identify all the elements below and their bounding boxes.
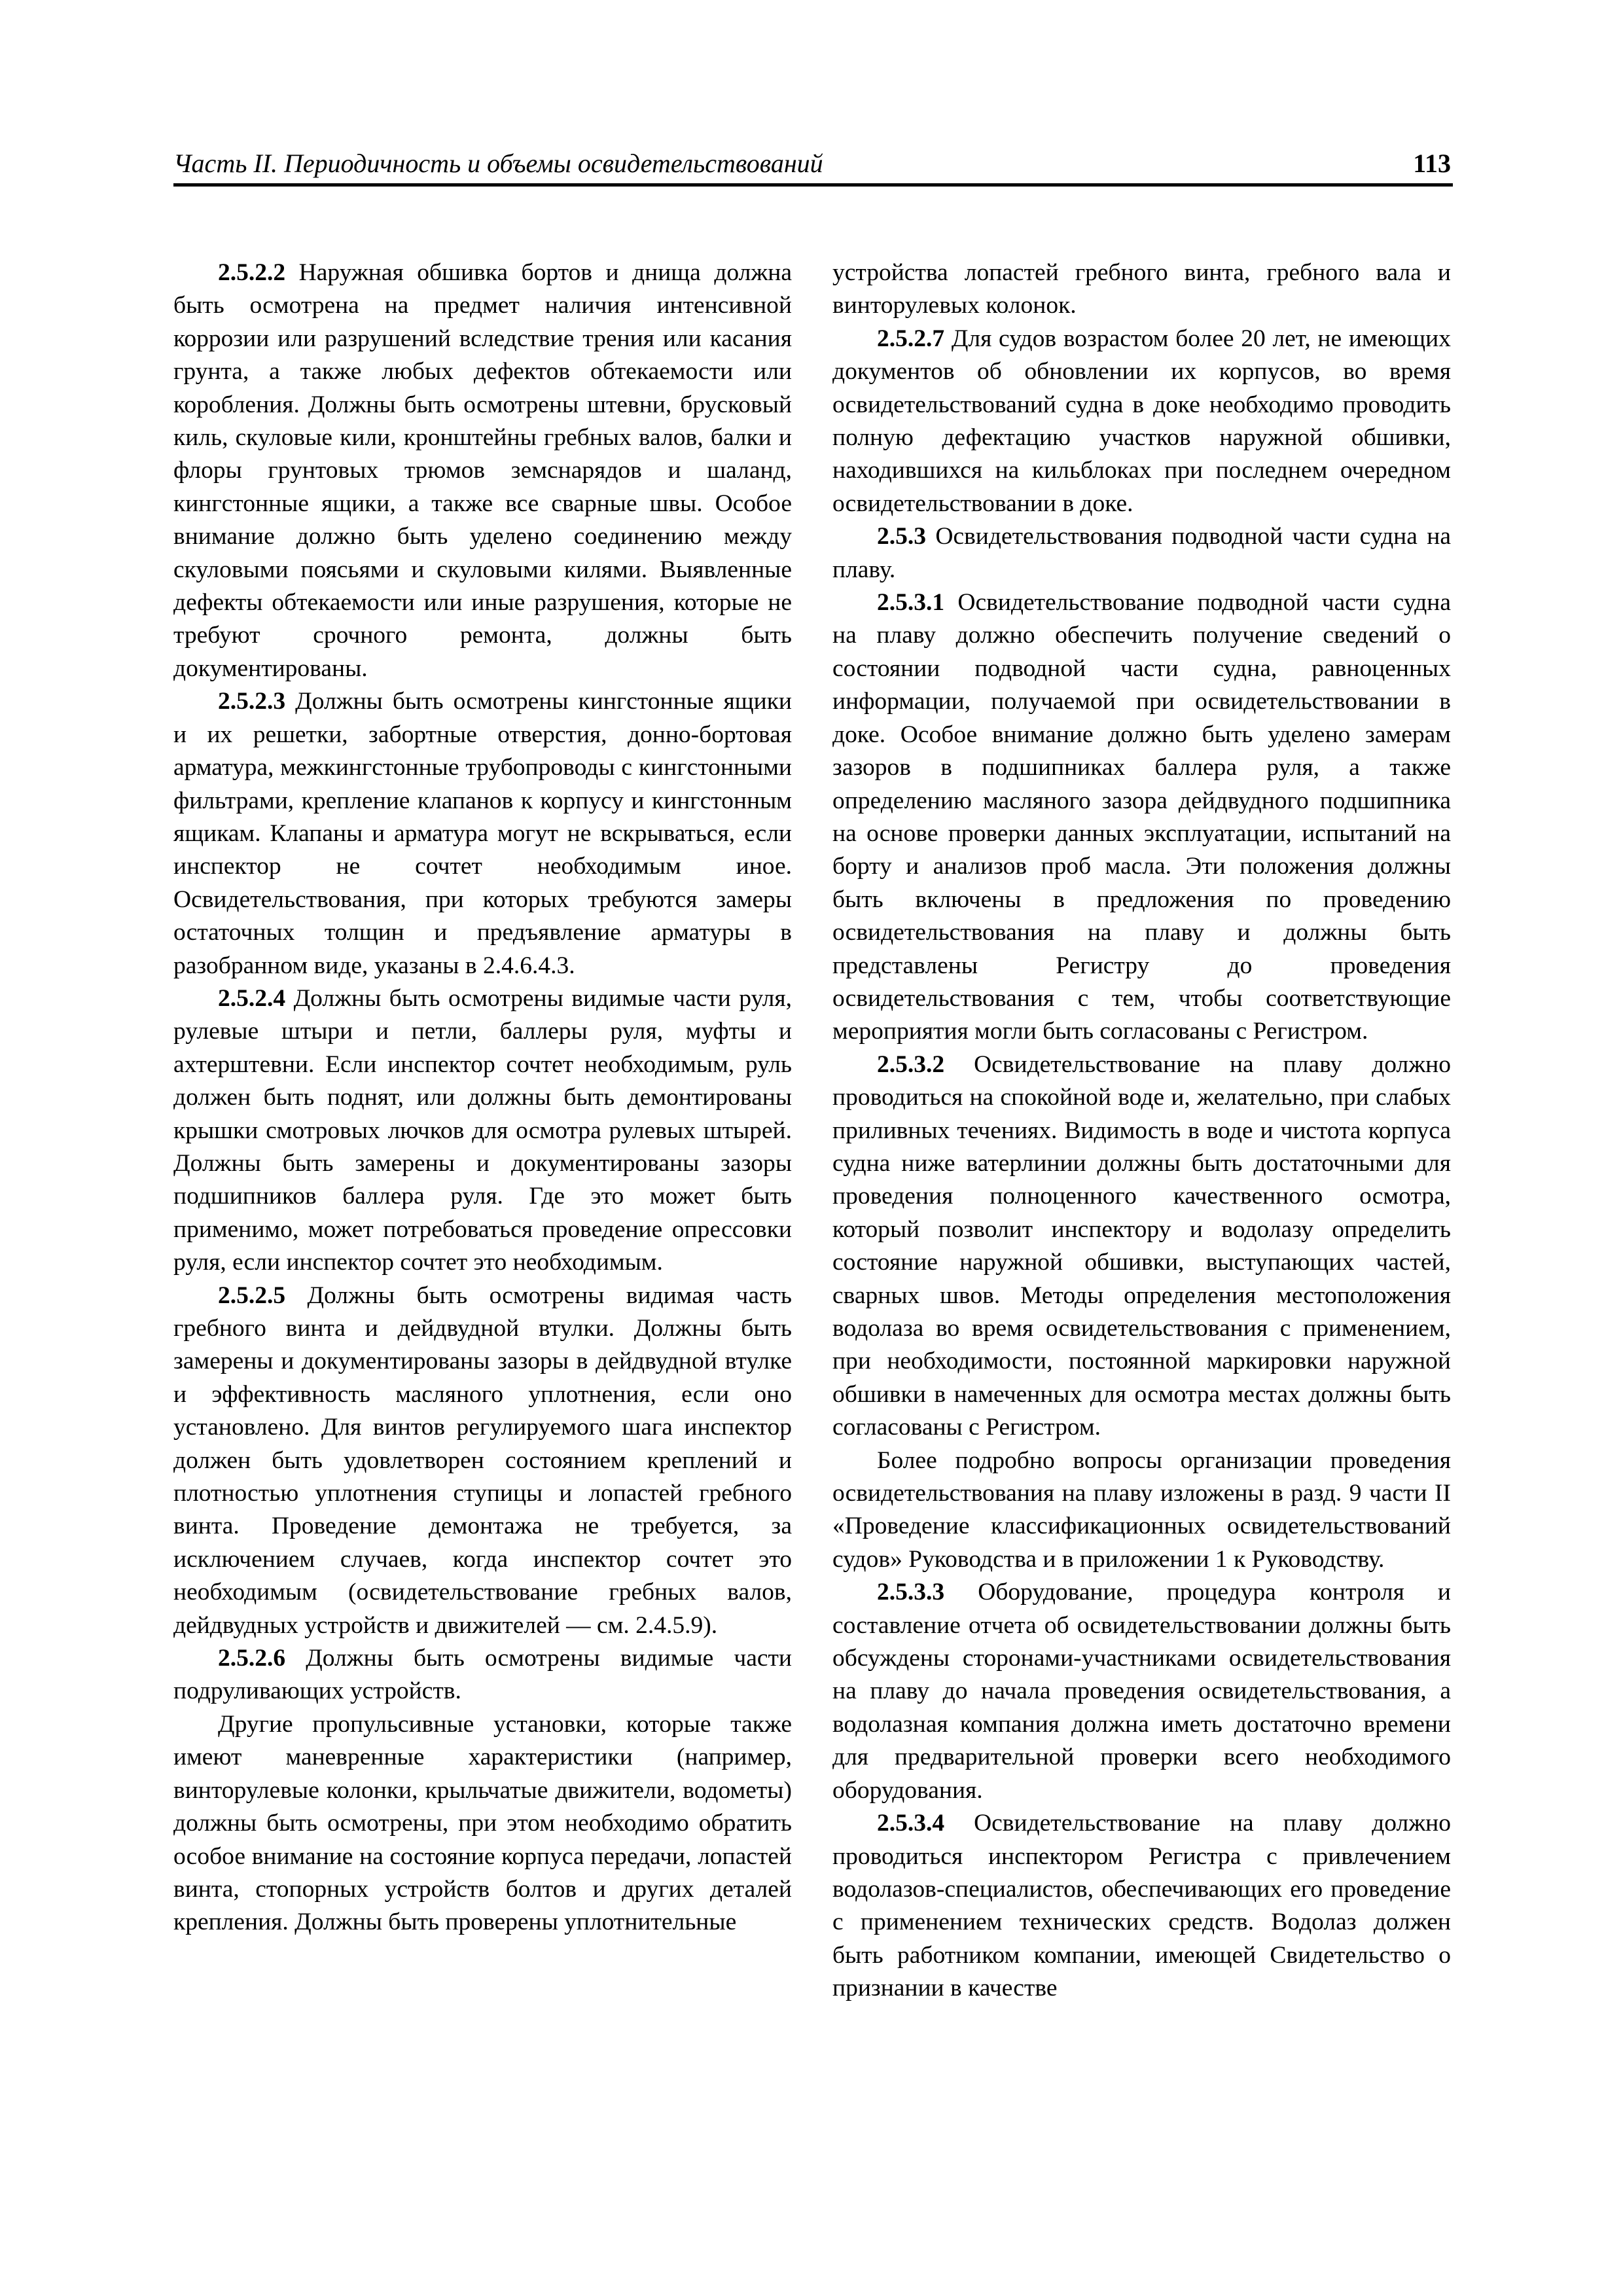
paragraph [173,982,792,1280]
section-number: 2.5.3.4 [877,1810,945,1837]
section-number: 2.5.3.2 [877,1050,945,1078]
section-number: 2.5.2.4 [218,984,286,1012]
paragraph-text: Освидетельствование на плаву должно проводиться на спокойной воде и, желательно, при слабых приливных течениях. Видимость в воде и чистота корпуса судна ниже ватерлинии должны быть достаточными для проведения полноценного качественного осмотра, который позволит инспектору и водолазу определить состояние наружной обшивки, выступающих частей, сварных швов. Методы определения местоположения водолаза во время освидетельствования с применением, при необходимости, постоянной маркировки наружной обшивки в намеченных для осмотра местах должны быть согласованы с Регистром. [832,1050,1451,1441]
paragraph-text: Оборудование, процедура контроля и составление отчета об освидетельствовании должны быть обсуждены сторонами-участниками освидетельствования на плаву до начала проведения освидетельствования, а водолазная компания должна иметь достаточно времени для предварительной проверки всего необходимого оборудования. [832,1579,1451,1804]
paragraph-text: Для судов возрастом более 20 лет, не имеющих документов об обновлении их корпусов, во время освидетельствований судна в доке необходимо проводить полную дефектацию участков наружной обшивки, находившихся на кильблоках при последнем очередном освидетельствовании в доке. [832,325,1451,517]
section-number: 2.5.2.3 [218,688,286,715]
paragraph [832,1576,1451,1807]
paragraph-text: Наружная обшивка бортов и днища должна быть осмотрена на предмет наличия интенсивной коррозии или разрушений вследствие трения или касания грунта, а также любых дефектов обтекаемости или коробления. Должны быть осмотрены штевни, брусковый киль, скуловые кили, кронштейны гребных валов, балки и флоры грунтовых трюмов земснарядов и шаланд, кингстонные ящики, а также все сварные швы. Особое внимание должно быть уделено соединению между скуловыми поясьями и скуловыми килями. Выявленные дефекты обтекаемости или иные разрушения, которые не требуют срочного ремонта, должны быть документированы. [173,259,792,682]
paragraph [832,1049,1451,1444]
running-header [173,145,1451,185]
paragraph-text: Должны быть осмотрены видимые части подруливающих устройств. [173,1645,792,1705]
section-number: 2.5.3 [877,523,926,550]
paragraph-text: устройства лопастей гребного винта, гребного вала и винторулевых колонок. [832,259,1451,319]
header-title: Часть II. Периодичность и объемы освидетельствований [173,149,823,178]
section-number: 2.5.3.3 [877,1579,945,1606]
paragraph [173,685,792,982]
paragraph-text: Более подробно вопросы организации проведения освидетельствования на плаву изложены в разд. 9 части II «Проведение классификационных освидетельствований судов» Руководства и в приложении 1 к Руководству. [832,1446,1451,1573]
paragraph-text: Освидетельствование на плаву должно проводиться инспектором Регистра с привлечением водолазов-специалистов, обеспечивающих его проведение с применением технических средств. Водолаз должен быть работником компании, имеющей Свидетельство о признании в качестве [832,1810,1451,2002]
paragraph-text: Освидетельствования подводной части судна на плаву. [832,523,1451,583]
paragraph [173,1642,792,1708]
paragraph [173,257,792,685]
paragraph-text: Должны быть осмотрены видимые части руля, рулевые штыри и петли, баллеры руля, муфты и ахтерштевни. Если инспектор сочтет необходимым, руль должен быть поднят, или должны быть демонтированы крышки смотровых лючков для осмотра рулевых штырей. Должны быть замерены и документированы зазоры подшипников баллера руля. Где это может быть применимо, может потребоваться проведение опрессовки руля, если инспектор сочтет это необходимым. [173,984,792,1276]
paragraph [832,1444,1451,1577]
section-number: 2.5.2.5 [218,1282,286,1309]
header-rule [173,183,1453,187]
paragraph-text: Другие пропульсивные установки, которые также имеют маневренные характеристики (например, винторулевые колонки, крыльчатые движители, водометы) должны быть осмотрены, при этом необходимо обратить особое внимание на состояние корпуса передачи, лопастей винта, стопорных устройств болтов и других деталей крепления. Должны быть проверены уплотнительные [173,1710,792,1936]
paragraph [173,1708,792,1939]
left-column [173,257,792,2148]
paragraph [832,586,1451,1049]
right-column [832,257,1451,2148]
paragraph [832,323,1451,520]
section-number: 2.5.3.1 [877,589,945,617]
section-number: 2.5.2.6 [218,1645,286,1672]
section-number: 2.5.2.2 [218,259,286,286]
paragraph-text: Освидетельствование подводной части судна на плаву должно обеспечить получение сведений о состоянии подводной части судна, равноценных информации, получаемой при освидетельствовании в доке. Особое внимание должно быть уделено замерам зазоров в подшипниках баллера руля, а также определению масляного зазора дейдвудного подшипника на основе проверки данных эксплуатации, испытаний на борту и анализов проб масла. Эти положения должны быть включены в предложения по проведению освидетельствования на плаву и должны быть представлены Регистру до проведения освидетельствования с тем, чтобы соответствующие мероприятия могли быть согласованы с Регистром. [832,589,1451,1045]
paragraph [832,257,1451,323]
paragraph-text: Должны быть осмотрены видимая часть гребного винта и дейдвудной втулки. Должны быть замерены и документированы зазоры в дейдвудной втулке и эффективность масляного уплотнения, если оно установлено. Для винтов регулируемого шага инспектор должен быть удовлетворен состоянием креплений и плотностью уплотнения ступицы и лопастей гребного винта. Проведение демонтажа не требуется, за исключением случаев, когда инспектор сочтет это необходимым (освидетельствование гребных валов, дейдвудных устройств и движителей — см. 2.4.5.9). [173,1282,792,1639]
paragraph [832,1807,1451,2005]
paragraph [173,1280,792,1642]
page-number: 113 [1413,149,1451,178]
paragraph [832,520,1451,586]
paragraph-text: Должны быть осмотрены кингстонные ящики и их решетки, забортные отверстия, донно-бортовая арматура, межкингстонные трубопроводы с кингстонными фильтрами, крепление клапанов к корпусу и кингстонным ящикам. Клапаны и арматура могут не вскрываться, если инспектор не сочтет необходимым иное. Освидетельствования, при которых требуются замеры остаточных толщин и предъявление арматуры в разобранном виде, указаны в 2.4.6.4.3. [173,688,792,979]
section-number: 2.5.2.7 [877,325,945,352]
